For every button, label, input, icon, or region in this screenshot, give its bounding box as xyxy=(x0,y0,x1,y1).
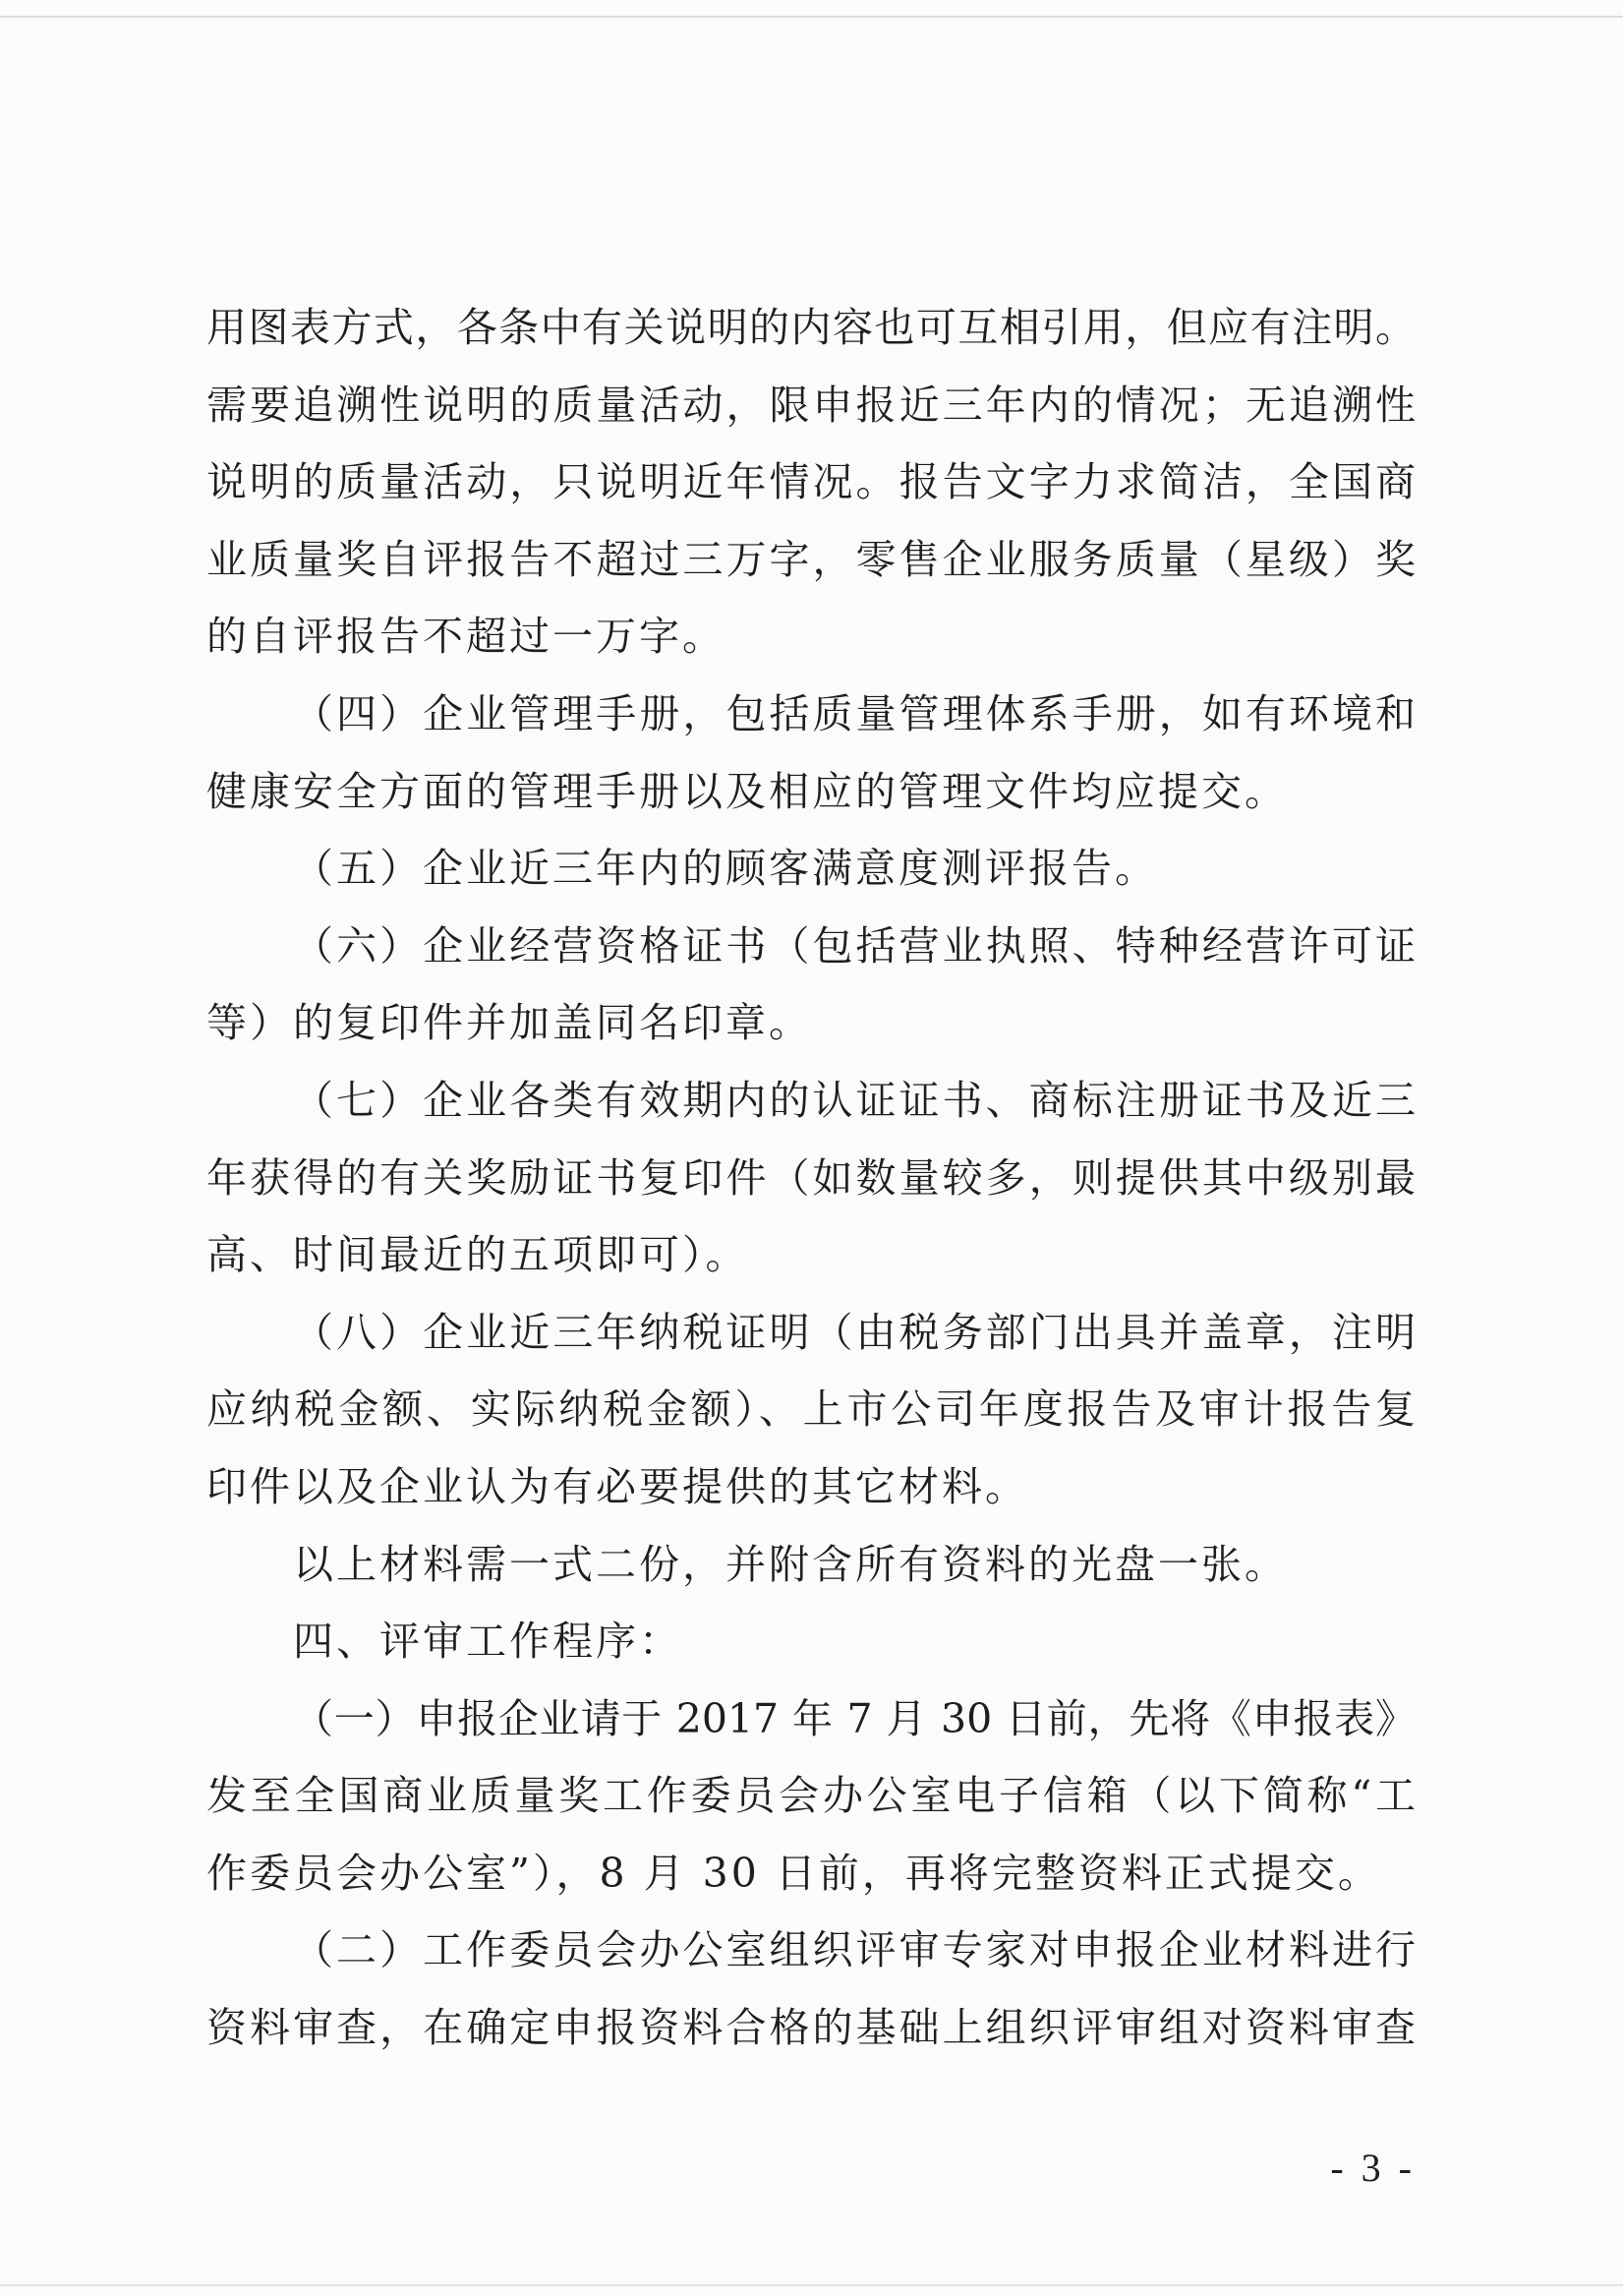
paragraph-continuation xyxy=(206,289,1416,676)
paragraph-step-1 xyxy=(206,1680,1416,1913)
page-number: - 3 - xyxy=(1330,2146,1416,2190)
paragraph-item-5 xyxy=(206,830,1416,908)
text-line: （六）企业经营资格证书（包括营业执照、特种经营许可证 xyxy=(293,921,1416,970)
text-line: 用图表方式，各条中有关说明的内容也可互相引用，但应有注明。 xyxy=(206,304,1416,351)
text-line: 作委员会办公室”），8 月 30 日前，再将完整资料正式提交。 xyxy=(206,1849,1381,1897)
text-line: 印件以及企业认为有必要提供的其它材料。 xyxy=(206,1462,1028,1510)
text-line: （二）工作委员会办公室组织评审专家对申报企业材料进行 xyxy=(293,1926,1416,1974)
text-line: 高、时间最近的五项即可）。 xyxy=(206,1231,749,1279)
paragraph-materials-note xyxy=(206,1526,1416,1604)
text-line: 等）的复印件并加盖同名印章。 xyxy=(206,999,812,1047)
paragraph-item-7 xyxy=(206,1062,1416,1294)
paragraph-item-8 xyxy=(206,1294,1416,1526)
paragraph-step-2 xyxy=(206,1912,1416,2066)
text-line: 的自评报告不超过一万字。 xyxy=(206,613,725,661)
text-line: 年获得的有关奖励证书复印件（如数量较多，则提供其中级别最 xyxy=(206,1153,1416,1202)
text-line: （四）企业管理手册，包括质量管理体系手册，如有环境和 xyxy=(293,689,1416,737)
scan-edge-top xyxy=(0,16,1623,18)
scan-edge-bottom xyxy=(0,2284,1623,2286)
text-line: （八）企业近三年纳税证明（由税务部门出具并盖章，注明 xyxy=(293,1308,1416,1356)
document-body xyxy=(206,289,1416,2067)
text-line: 需要追溯性说明的质量活动，限申报近三年内的情况；无追溯性 xyxy=(206,381,1416,429)
paragraph-item-4 xyxy=(206,676,1416,830)
text-line: 业质量奖自评报告不超过三万字，零售企业服务质量（星级）奖 xyxy=(206,535,1416,583)
text-line: 发至全国商业质量奖工作委员会办公室电子信箱（以下简称“工 xyxy=(206,1772,1416,1820)
section-heading xyxy=(206,1603,1416,1680)
paragraph-item-6 xyxy=(206,908,1416,1062)
text-line: 应纳税金额、实际纳税金额）、上市公司年度报告及审计报告复 xyxy=(206,1385,1416,1434)
section-title: 四、评审工作程序： xyxy=(293,1618,682,1666)
text-line: 健康安全方面的管理手册以及相应的管理文件均应提交。 xyxy=(206,767,1288,815)
text-line: （一）申报企业请于 2017 年 7 月 30 日前，先将《申报表》 xyxy=(293,1694,1416,1742)
text-line: 以上材料需一式二份，并附含所有资料的光盘一张。 xyxy=(293,1540,1288,1588)
text-line: （五）企业近三年内的顾客满意度测评报告。 xyxy=(293,845,1158,893)
text-line: 资料审查，在确定申报资料合格的基础上组织评审组对资料审查 xyxy=(206,2004,1416,2052)
text-line: （七）企业各类有效期内的认证证书、商标注册证书及近三 xyxy=(293,1076,1416,1124)
text-line: 说明的质量活动，只说明近年情况。报告文字力求简洁，全国商 xyxy=(206,458,1416,506)
